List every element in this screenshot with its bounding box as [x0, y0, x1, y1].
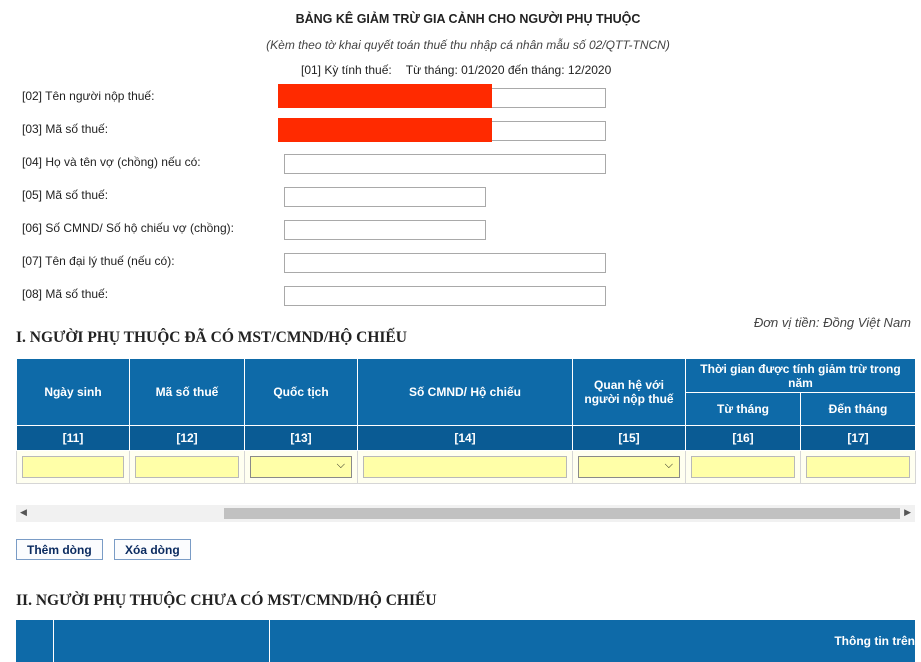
relationship-select[interactable]	[578, 456, 680, 478]
currency-unit-note: Đơn vị tiền: Đồng Việt Nam	[753, 315, 911, 330]
col-header-deduction-period: Thời gian được tính giảm trừ trong năm	[686, 359, 916, 393]
spouse-name-label: [04] Họ và tên vợ (chồng) nếu có:	[22, 155, 201, 169]
spouse-tax-code-label: [05] Mã số thuế:	[22, 188, 109, 202]
section-2-table-header	[16, 620, 915, 662]
col-index-11: [11]	[17, 426, 130, 451]
dependents-table	[16, 358, 916, 484]
spouse-name-field[interactable]	[284, 154, 606, 174]
col-header-from-month: Từ tháng	[686, 393, 801, 426]
tax-agent-name-field[interactable]	[284, 253, 606, 273]
taxpayer-tax-code-label: [03] Mã số thuế:	[22, 122, 109, 136]
add-row-button[interactable]: Thêm dòng	[16, 539, 103, 560]
col-index-12: [12]	[130, 426, 245, 451]
section-1-title: I. NGƯỜI PHỤ THUỘC ĐÃ CÓ MST/CMND/HỘ CHIẾU	[16, 329, 407, 346]
tax-agent-name-label: [07] Tên đại lý thuế (nếu có):	[22, 254, 175, 268]
col-header-relationship: Quan hệ với người nộp thuế	[573, 359, 686, 426]
spouse-id-label: [06] Số CMND/ Số hộ chiếu vợ (chồng):	[22, 221, 234, 235]
col-index-17: [17]	[801, 426, 916, 451]
nationality-select[interactable]	[250, 456, 352, 478]
from-month-input[interactable]	[691, 456, 795, 478]
tax-code-input[interactable]	[135, 456, 239, 478]
scroll-right-icon[interactable]: ▶	[904, 507, 911, 517]
redaction-bar	[278, 118, 492, 142]
tax-period-label: [01] Kỳ tính thuế:	[301, 63, 392, 77]
tax-period	[301, 63, 625, 77]
dob-input[interactable]	[22, 456, 124, 478]
section-2-header-cell	[54, 620, 270, 662]
chevron-down-icon: ⌵	[664, 459, 673, 471]
id-passport-input[interactable]	[363, 456, 567, 478]
tax-agent-tax-code-field[interactable]	[284, 286, 606, 306]
section-2-header-cell	[16, 620, 54, 662]
col-header-to-month: Đến tháng	[801, 393, 916, 426]
tax-period-value: Từ tháng: 01/2020 đến tháng: 12/2020	[405, 63, 612, 77]
section-2-info-header: Thông tin trên	[834, 634, 915, 648]
page-title: BẢNG KÊ GIẢM TRỪ GIA CẢNH CHO NGƯỜI PHỤ THUỘC	[295, 12, 641, 26]
col-header-dob: Ngày sinh	[17, 359, 130, 426]
col-header-nationality: Quốc tịch	[245, 359, 358, 426]
col-index-15: [15]	[573, 426, 686, 451]
page-subtitle: (Kèm theo tờ khai quyết toán thuế thu nhập cá nhân mẫu số 02/QTT-TNCN)	[266, 38, 670, 52]
col-header-tax-code: Mã số thuế	[130, 359, 245, 426]
tax-agent-tax-code-label: [08] Mã số thuế:	[22, 287, 109, 301]
redaction-bar	[278, 84, 492, 108]
horizontal-scrollbar[interactable]	[16, 505, 915, 522]
to-month-input[interactable]	[806, 456, 910, 478]
spouse-tax-code-field[interactable]	[284, 187, 486, 207]
taxpayer-name-label: [02] Tên người nộp thuế:	[22, 89, 155, 103]
col-header-id-passport: Số CMND/ Hộ chiếu	[358, 359, 573, 426]
col-index-13: [13]	[245, 426, 358, 451]
scroll-left-icon[interactable]: ◀	[20, 507, 27, 517]
chevron-down-icon: ⌵	[336, 459, 345, 471]
scrollbar-thumb[interactable]	[224, 508, 900, 519]
col-index-16: [16]	[686, 426, 801, 451]
col-index-14: [14]	[358, 426, 573, 451]
section-2-title: II. NGƯỜI PHỤ THUỘC CHƯA CÓ MST/CMND/HỘ CHIẾU	[16, 592, 437, 609]
spouse-id-field[interactable]	[284, 220, 486, 240]
table-row	[17, 451, 916, 484]
delete-row-button[interactable]: Xóa dòng	[114, 539, 191, 560]
